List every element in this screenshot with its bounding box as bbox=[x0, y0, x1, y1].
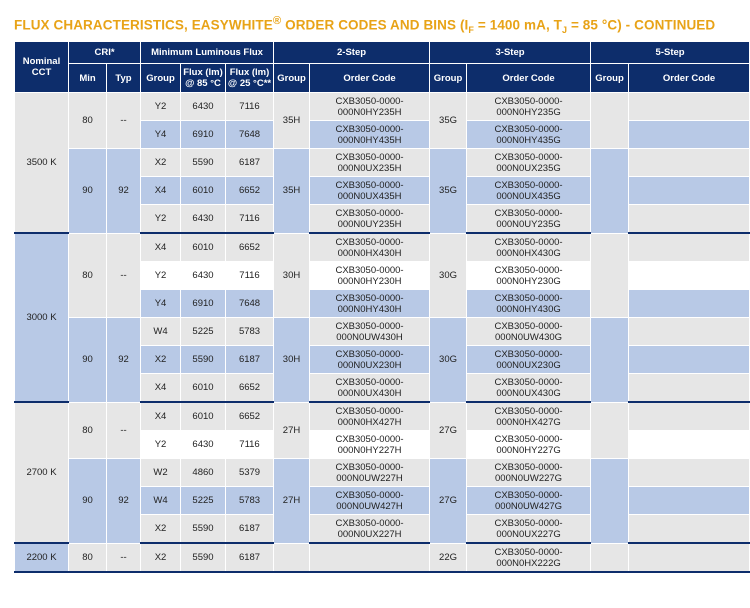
five-step-order-code bbox=[629, 93, 750, 121]
flux25-cell: 6652 bbox=[226, 374, 274, 403]
flux25-cell: 7116 bbox=[226, 262, 274, 290]
three-step-order-code: CXB3050-0000-000N0UW427G bbox=[467, 487, 591, 515]
flux25-cell: 5783 bbox=[226, 318, 274, 346]
flux85-cell: 5225 bbox=[181, 487, 226, 515]
group-cell: Y2 bbox=[141, 205, 181, 234]
group-cell: W2 bbox=[141, 459, 181, 487]
cct-cell: 3500 K bbox=[15, 93, 69, 234]
two-step-order-code: CXB3050-0000-000N0UX230H bbox=[310, 346, 430, 374]
three-step-order-code: CXB3050-0000-000N0UX227G bbox=[467, 515, 591, 544]
cri-min-cell: 80 bbox=[69, 402, 107, 459]
three-step-group-cell: 35G bbox=[430, 93, 467, 149]
three-step-group-cell: 30G bbox=[430, 318, 467, 403]
flux25-cell: 6652 bbox=[226, 177, 274, 205]
three-step-group-cell: 35G bbox=[430, 149, 467, 234]
flux85-cell: 6010 bbox=[181, 374, 226, 403]
two-step-group-cell: 30H bbox=[274, 318, 310, 403]
flux25-cell: 6187 bbox=[226, 515, 274, 544]
five-step-order-code bbox=[629, 374, 750, 403]
three-step-order-code: CXB3050-0000-000N0HY227G bbox=[467, 431, 591, 459]
table-row bbox=[15, 543, 750, 572]
flux25-cell: 7648 bbox=[226, 290, 274, 318]
group-cell: X2 bbox=[141, 543, 181, 572]
group-cell: Y4 bbox=[141, 121, 181, 149]
two-step-order-code: CXB3050-0000-000N0HY227H bbox=[310, 431, 430, 459]
cri-min-cell: 90 bbox=[69, 459, 107, 544]
two-step-order-code: CXB3050-0000-000N0UW427H bbox=[310, 487, 430, 515]
group-cell: X4 bbox=[141, 233, 181, 262]
header-2-step-order-code: Order Code bbox=[310, 64, 430, 93]
three-step-group-cell: 22G bbox=[430, 543, 467, 572]
five-step-order-code bbox=[629, 149, 750, 177]
two-step-group-cell: 35H bbox=[274, 149, 310, 234]
five-step-order-code bbox=[629, 262, 750, 290]
header-5-step-order-code: Order Code bbox=[629, 64, 750, 93]
group-cell: Y2 bbox=[141, 93, 181, 121]
five-step-order-code bbox=[629, 290, 750, 318]
header-min-flux: Minimum Luminous Flux bbox=[141, 42, 274, 64]
five-step-order-code bbox=[629, 431, 750, 459]
two-step-order-code: CXB3050-0000-000N0UW430H bbox=[310, 318, 430, 346]
three-step-group-cell: 27G bbox=[430, 402, 467, 459]
two-step-group-cell: 27H bbox=[274, 459, 310, 544]
flux25-cell: 7116 bbox=[226, 431, 274, 459]
five-step-group-cell bbox=[591, 93, 629, 149]
flux85-cell: 6430 bbox=[181, 205, 226, 234]
cri-min-cell: 80 bbox=[69, 93, 107, 149]
flux25-cell: 7648 bbox=[226, 121, 274, 149]
three-step-order-code: CXB3050-0000-000N0HY430G bbox=[467, 290, 591, 318]
five-step-group-cell bbox=[591, 459, 629, 544]
five-step-order-code bbox=[629, 459, 750, 487]
cri-min-cell: 90 bbox=[69, 318, 107, 403]
three-step-order-code: CXB3050-0000-000N0UX430G bbox=[467, 374, 591, 403]
cct-cell: 3000 K bbox=[15, 233, 69, 402]
header-group: Group bbox=[141, 64, 181, 93]
five-step-order-code bbox=[629, 177, 750, 205]
three-step-order-code: CXB3050-0000-000N0HX222G bbox=[467, 543, 591, 572]
two-step-order-code: CXB3050-0000-000N0UX227H bbox=[310, 515, 430, 544]
flux85-cell: 5590 bbox=[181, 515, 226, 544]
header-flux-25: Flux (lm) @ 25 °C** bbox=[226, 64, 274, 93]
header-cri-typ: Typ bbox=[107, 64, 141, 93]
flux85-cell: 6010 bbox=[181, 233, 226, 262]
cri-typ-cell: 92 bbox=[107, 459, 141, 544]
two-step-order-code: CXB3050-0000-000N0HX430H bbox=[310, 233, 430, 262]
two-step-group-cell: 30H bbox=[274, 233, 310, 318]
group-cell: Y2 bbox=[141, 262, 181, 290]
flux25-cell: 5379 bbox=[226, 459, 274, 487]
three-step-order-code: CXB3050-0000-000N0UX230G bbox=[467, 346, 591, 374]
two-step-order-code: CXB3050-0000-000N0UX235H bbox=[310, 149, 430, 177]
three-step-order-code: CXB3050-0000-000N0HX427G bbox=[467, 402, 591, 431]
cri-typ-cell: 92 bbox=[107, 149, 141, 234]
five-step-order-code bbox=[629, 233, 750, 262]
two-step-group-cell: 35H bbox=[274, 93, 310, 149]
table-row bbox=[15, 459, 750, 487]
cri-min-cell: 80 bbox=[69, 543, 107, 572]
group-cell: X4 bbox=[141, 177, 181, 205]
cri-min-cell: 90 bbox=[69, 149, 107, 234]
header-cri-min: Min bbox=[69, 64, 107, 93]
header-5-step: 5-Step bbox=[591, 42, 750, 64]
five-step-order-code bbox=[629, 205, 750, 234]
two-step-order-code: CXB3050-0000-000N0UX430H bbox=[310, 374, 430, 403]
flux85-cell: 6910 bbox=[181, 121, 226, 149]
cct-cell: 2200 K bbox=[15, 543, 69, 572]
header-cri: CRI* bbox=[69, 42, 141, 64]
two-step-order-code: CXB3050-0000-000N0UX435H bbox=[310, 177, 430, 205]
five-step-group-cell bbox=[591, 543, 629, 572]
header-nominal-cct: Nominal CCT bbox=[15, 42, 69, 93]
five-step-order-code bbox=[629, 402, 750, 431]
three-step-order-code: CXB3050-0000-000N0UW430G bbox=[467, 318, 591, 346]
cri-min-cell: 80 bbox=[69, 233, 107, 318]
page-title: FLUX CHARACTERISTICS, EASYWHITE® ORDER CODES AND BINS ($I_F = 1400$ mA, $T_J = 85$ °C) - CONTINUED bbox=[14, 15, 716, 36]
five-step-group-cell bbox=[591, 149, 629, 234]
two-step-order-code: CXB3050-0000-000N0HY430H bbox=[310, 290, 430, 318]
flux85-cell: 6010 bbox=[181, 177, 226, 205]
flux25-cell: 6652 bbox=[226, 233, 274, 262]
flux85-cell: 5590 bbox=[181, 149, 226, 177]
flux25-cell: 7116 bbox=[226, 93, 274, 121]
five-step-order-code bbox=[629, 121, 750, 149]
table-row bbox=[15, 149, 750, 177]
five-step-order-code bbox=[629, 543, 750, 572]
flux25-cell: 7116 bbox=[226, 205, 274, 234]
three-step-order-code: CXB3050-0000-000N0HY235G bbox=[467, 93, 591, 121]
flux25-cell: 6187 bbox=[226, 543, 274, 572]
three-step-group-cell: 30G bbox=[430, 233, 467, 318]
cri-typ-cell: -- bbox=[107, 93, 141, 149]
three-step-order-code: CXB3050-0000-000N0HX430G bbox=[467, 233, 591, 262]
header-3-step: 3-Step bbox=[430, 42, 591, 64]
table-row bbox=[15, 402, 750, 431]
header-5-step-group: Group bbox=[591, 64, 629, 93]
flux85-cell: 6430 bbox=[181, 431, 226, 459]
header-3-step-group: Group bbox=[430, 64, 467, 93]
flux-table bbox=[14, 41, 750, 573]
flux85-cell: 4860 bbox=[181, 459, 226, 487]
cri-typ-cell: -- bbox=[107, 233, 141, 318]
three-step-order-code: CXB3050-0000-000N0HY435G bbox=[467, 121, 591, 149]
group-cell: Y2 bbox=[141, 431, 181, 459]
table-row bbox=[15, 93, 750, 121]
group-cell: X4 bbox=[141, 374, 181, 403]
table-row bbox=[15, 233, 750, 262]
flux25-cell: 6187 bbox=[226, 346, 274, 374]
flux85-cell: 6430 bbox=[181, 262, 226, 290]
two-step-group-cell: 27H bbox=[274, 402, 310, 459]
two-step-order-code: CXB3050-0000-000N0HX427H bbox=[310, 402, 430, 431]
cri-typ-cell: -- bbox=[107, 543, 141, 572]
five-step-group-cell bbox=[591, 233, 629, 318]
five-step-group-cell bbox=[591, 318, 629, 403]
flux25-cell: 5783 bbox=[226, 487, 274, 515]
two-step-order-code: CXB3050-0000-000N0UY235H bbox=[310, 205, 430, 234]
cct-cell: 2700 K bbox=[15, 402, 69, 543]
five-step-order-code bbox=[629, 318, 750, 346]
table-row bbox=[15, 318, 750, 346]
three-step-group-cell: 27G bbox=[430, 459, 467, 544]
header-2-step-group: Group bbox=[274, 64, 310, 93]
group-cell: X2 bbox=[141, 149, 181, 177]
flux85-cell: 6430 bbox=[181, 93, 226, 121]
group-cell: X4 bbox=[141, 402, 181, 431]
five-step-order-code bbox=[629, 487, 750, 515]
two-step-order-code: CXB3050-0000-000N0HY435H bbox=[310, 121, 430, 149]
two-step-order-code: CXB3050-0000-000N0UW227H bbox=[310, 459, 430, 487]
header-flux-85: Flux (lm) @ 85 °C bbox=[181, 64, 226, 93]
three-step-order-code: CXB3050-0000-000N0UX235G bbox=[467, 149, 591, 177]
flux85-cell: 5225 bbox=[181, 318, 226, 346]
group-cell: W4 bbox=[141, 487, 181, 515]
flux85-cell: 6010 bbox=[181, 402, 226, 431]
five-step-order-code bbox=[629, 346, 750, 374]
group-cell: Y4 bbox=[141, 290, 181, 318]
two-step-group-cell bbox=[274, 543, 310, 572]
five-step-order-code bbox=[629, 515, 750, 544]
flux85-cell: 6910 bbox=[181, 290, 226, 318]
cri-typ-cell: 92 bbox=[107, 318, 141, 403]
flux85-cell: 5590 bbox=[181, 543, 226, 572]
cri-typ-cell: -- bbox=[107, 402, 141, 459]
three-step-order-code: CXB3050-0000-000N0HY230G bbox=[467, 262, 591, 290]
flux25-cell: 6652 bbox=[226, 402, 274, 431]
group-cell: W4 bbox=[141, 318, 181, 346]
two-step-order-code bbox=[310, 543, 430, 572]
group-cell: X2 bbox=[141, 515, 181, 544]
five-step-group-cell bbox=[591, 402, 629, 459]
flux25-cell: 6187 bbox=[226, 149, 274, 177]
group-cell: X2 bbox=[141, 346, 181, 374]
header-3-step-order-code: Order Code bbox=[467, 64, 591, 93]
three-step-order-code: CXB3050-0000-000N0UW227G bbox=[467, 459, 591, 487]
header-2-step: 2-Step bbox=[274, 42, 430, 64]
three-step-order-code: CXB3050-0000-000N0UX435G bbox=[467, 177, 591, 205]
flux85-cell: 5590 bbox=[181, 346, 226, 374]
two-step-order-code: CXB3050-0000-000N0HY230H bbox=[310, 262, 430, 290]
two-step-order-code: CXB3050-0000-000N0HY235H bbox=[310, 93, 430, 121]
three-step-order-code: CXB3050-0000-000N0UY235G bbox=[467, 205, 591, 234]
